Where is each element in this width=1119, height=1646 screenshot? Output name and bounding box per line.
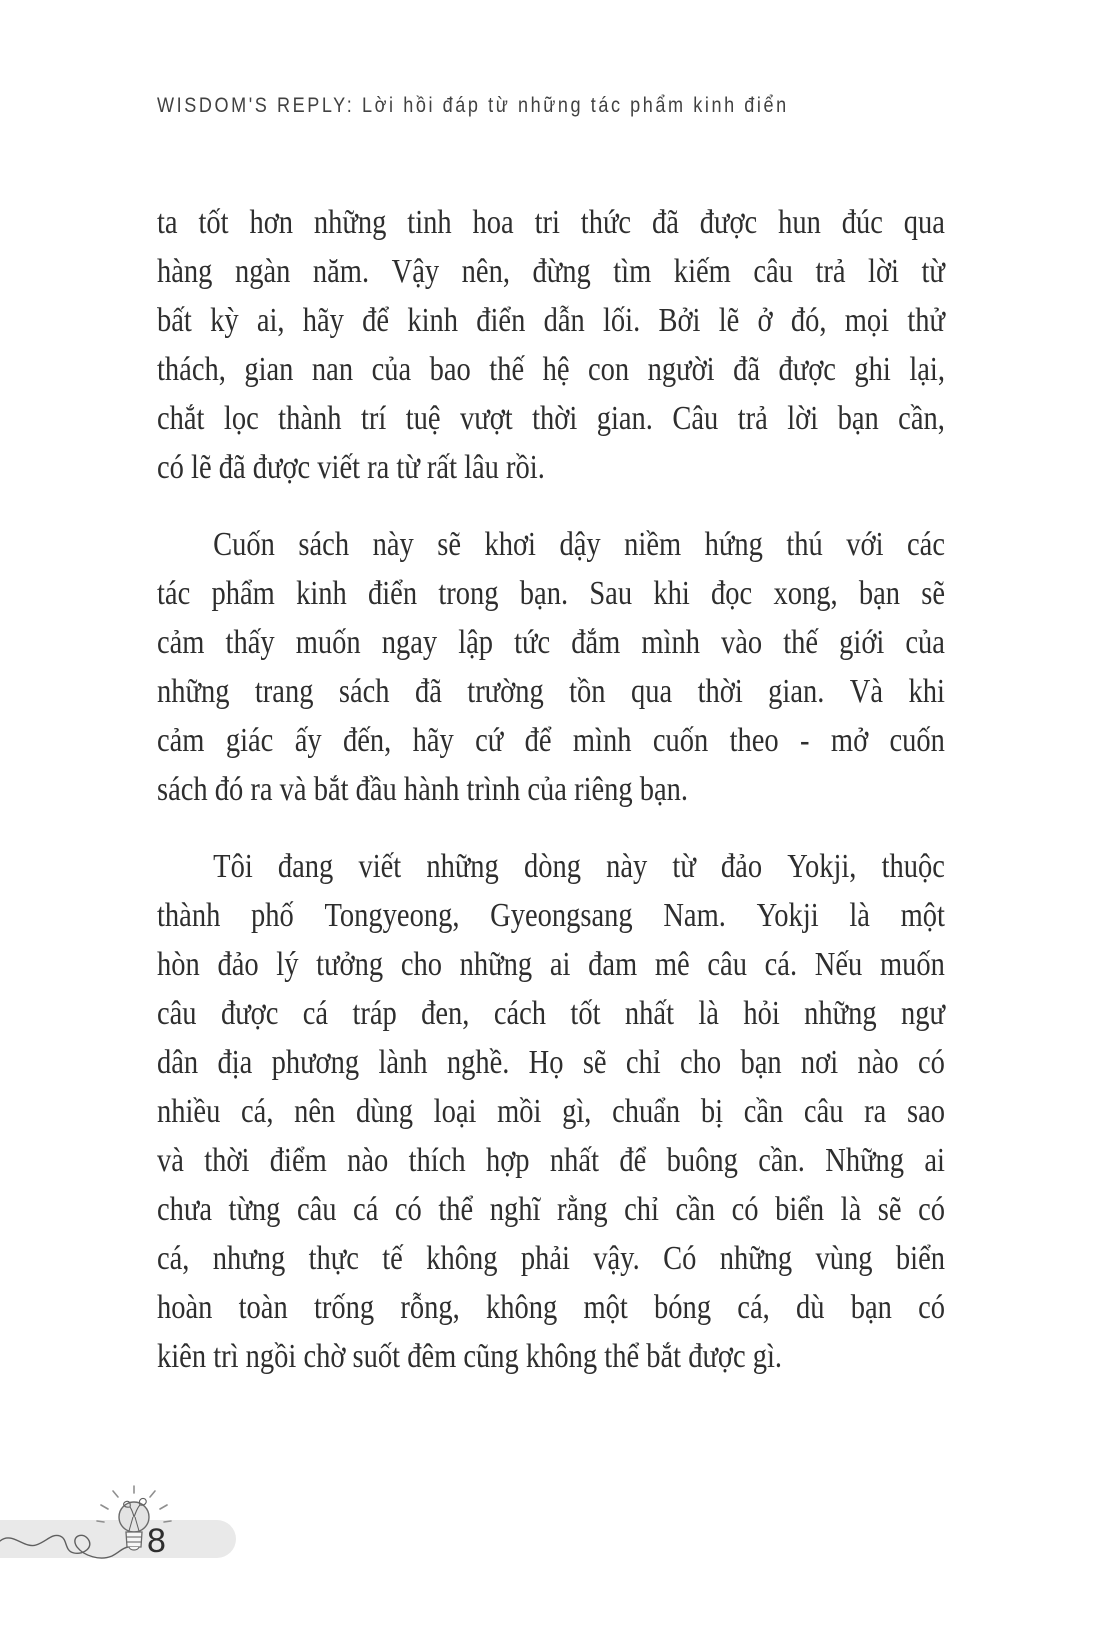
text-line: Tôi đang viết những dòng này từ đảo Yokji, thuộc bbox=[213, 848, 945, 885]
bulb-base bbox=[126, 1532, 142, 1550]
running-header: WISDOM'S REPLY: Lời hồi đáp từ những tác phẩm kinh điển bbox=[157, 94, 789, 117]
text-line: chưa từng câu cá có thể nghĩ rằng chỉ cần có biển là sẽ có bbox=[157, 1191, 946, 1228]
text-line: sách đó ra và bắt đầu hành trình của riêng bạn. bbox=[157, 771, 689, 808]
text-line: cảm giác ấy đến, hãy cứ để mình cuốn theo - mở cuốn bbox=[157, 722, 945, 759]
text-line: những trang sách đã trường tồn qua thời gian. Và khi bbox=[157, 673, 945, 710]
text-line: ta tốt hơn những tinh hoa tri thức đã được hun đúc qua bbox=[157, 204, 945, 241]
text-line: bất kỳ ai, hãy để kinh điển dẫn lối. Bởi lẽ ở đó, mọi thử bbox=[157, 302, 945, 339]
page-number: 8 bbox=[147, 1522, 166, 1560]
text-line: hòn đảo lý tưởng cho những ai đam mê câu cá. Nếu muốn bbox=[157, 946, 945, 983]
wire-doodle bbox=[0, 1535, 128, 1558]
text-line: dân địa phương lành nghề. Họ sẽ chỉ cho bạn nơi nào có bbox=[157, 1044, 945, 1081]
text-line: thành phố Tongyeong, Gyeongsang Nam. Yokji là một bbox=[157, 897, 945, 934]
text-line: cảm thấy muốn ngay lập tức đắm mình vào thế giới của bbox=[157, 624, 945, 661]
text-line: hàng ngàn năm. Vậy nên, đừng tìm kiếm câu trả lời từ bbox=[157, 253, 945, 290]
text-line: có lẽ đã được viết ra từ rất lâu rồi. bbox=[157, 449, 545, 486]
text-line: và thời điểm nào thích hợp nhất để buông cần. Những ai bbox=[157, 1142, 945, 1179]
text-line: kiên trì ngồi chờ suốt đêm cũng không thể bắt được gì. bbox=[157, 1338, 783, 1375]
text-line: câu được cá tráp đen, cách tốt nhất là hỏi những ngư bbox=[157, 995, 945, 1032]
text-line: cá, nhưng thực tế không phải vậy. Có những vùng biển bbox=[157, 1240, 946, 1277]
body-text bbox=[157, 198, 945, 1381]
text-line: nhiều cá, nên dùng loại mồi gì, chuẩn bị cần câu ra sao bbox=[157, 1093, 946, 1130]
paragraph bbox=[157, 842, 945, 1381]
text-line: thách, gian nan của bao thế hệ con người đã được ghi lại, bbox=[157, 351, 945, 388]
paragraph bbox=[157, 520, 945, 814]
lightbulb-sprout-icon bbox=[0, 1455, 220, 1580]
text-line: chắt lọc thành trí tuệ vượt thời gian. Câu trả lời bạn cần, bbox=[157, 400, 945, 437]
text-line: Cuốn sách này sẽ khơi dậy niềm hứng thú với các bbox=[213, 526, 945, 563]
paragraph bbox=[157, 198, 945, 492]
text-line: tác phẩm kinh điển trong bạn. Sau khi đọc xong, bạn sẽ bbox=[157, 575, 945, 612]
text-line: hoàn toàn trống rỗng, không một bóng cá, dù bạn có bbox=[157, 1289, 946, 1326]
